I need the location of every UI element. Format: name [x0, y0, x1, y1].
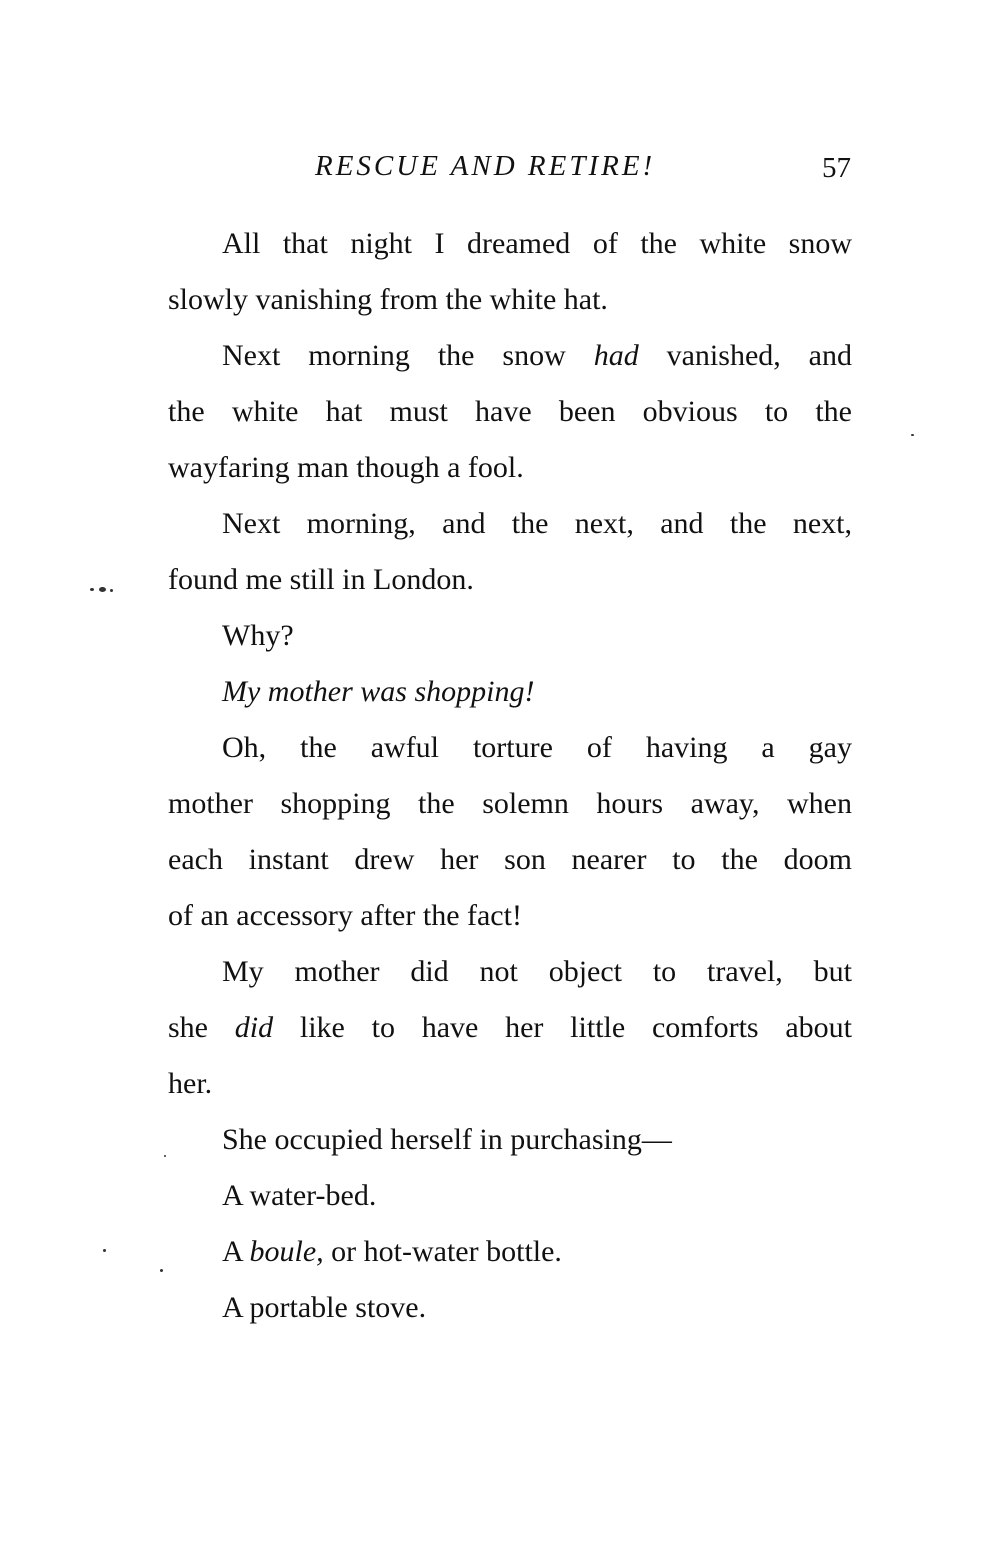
emphasis-had: had — [593, 339, 639, 372]
paragraph-11: A portable stove. — [222, 1291, 427, 1324]
scan-speck — [110, 589, 113, 592]
paragraph-1 — [168, 216, 852, 328]
paragraph-3-line-1: Next morning, and the next, and the next, — [222, 507, 852, 540]
paragraph-7-line-2-start: she — [168, 1011, 235, 1044]
paragraph-2-line-3: wayfaring man though a fool. — [168, 451, 524, 484]
paragraph-3 — [168, 496, 852, 608]
emphasis-boule: boule, — [249, 1235, 324, 1268]
paragraph-10 — [168, 1224, 852, 1280]
paragraph-1-line-1: All that night I dreamed of the white snow — [222, 227, 852, 260]
paragraph-2-line-1-end: vanished, and — [638, 339, 852, 372]
paragraph-4: Why? — [222, 619, 294, 652]
scan-speck — [90, 588, 94, 591]
running-head: RESCUE AND RETIRE! — [315, 150, 656, 182]
scan-speck — [99, 587, 106, 592]
paragraph-10-start: A — [222, 1235, 250, 1268]
scan-speck — [164, 1155, 166, 1157]
paragraph-2-line-1 — [168, 328, 852, 384]
emphasis-shopping: My mother was shopping! — [222, 675, 535, 708]
paragraph-9: A water-bed. — [222, 1179, 377, 1212]
paragraph-6-line-4: of an accessory after the fact! — [168, 899, 522, 932]
emphasis-did: did — [234, 1011, 274, 1044]
paragraph-2 — [168, 328, 852, 496]
paragraph-3-line-2: found me still in London. — [168, 563, 474, 596]
paragraph-6-line-3: each instant drew her son nearer to the doom — [168, 843, 852, 876]
paragraph-1-line-2: slowly vanishing from the white hat. — [168, 283, 608, 316]
paragraph-7-line-2 — [168, 1000, 852, 1056]
paragraph-5 — [168, 664, 852, 720]
body-text — [168, 216, 852, 1336]
paragraph-2-line-2: the white hat must have been obvious to the — [168, 395, 852, 428]
page-number: 57 — [822, 152, 851, 184]
scan-speck — [160, 1269, 163, 1272]
paragraph-6-line-1: Oh, the awful torture of having a gay — [222, 731, 852, 764]
paragraph-2-line-1-start: Next morning the snow — [222, 339, 594, 372]
paragraph-8: She occupied herself in purchasing— — [222, 1123, 672, 1156]
scan-speck — [911, 434, 914, 436]
paragraph-6 — [168, 720, 852, 944]
paragraph-7-line-3: her. — [168, 1067, 213, 1100]
paragraph-7-line-2-end: like to have her little comforts about — [273, 1011, 852, 1044]
paragraph-7 — [168, 944, 852, 1112]
paragraph-6-line-2: mother shopping the solemn hours away, when — [168, 787, 852, 820]
scan-speck — [103, 1249, 106, 1252]
paragraph-7-line-1: My mother did not object to travel, but — [222, 955, 852, 988]
paragraph-10-end: or hot-water bottle. — [323, 1235, 562, 1268]
